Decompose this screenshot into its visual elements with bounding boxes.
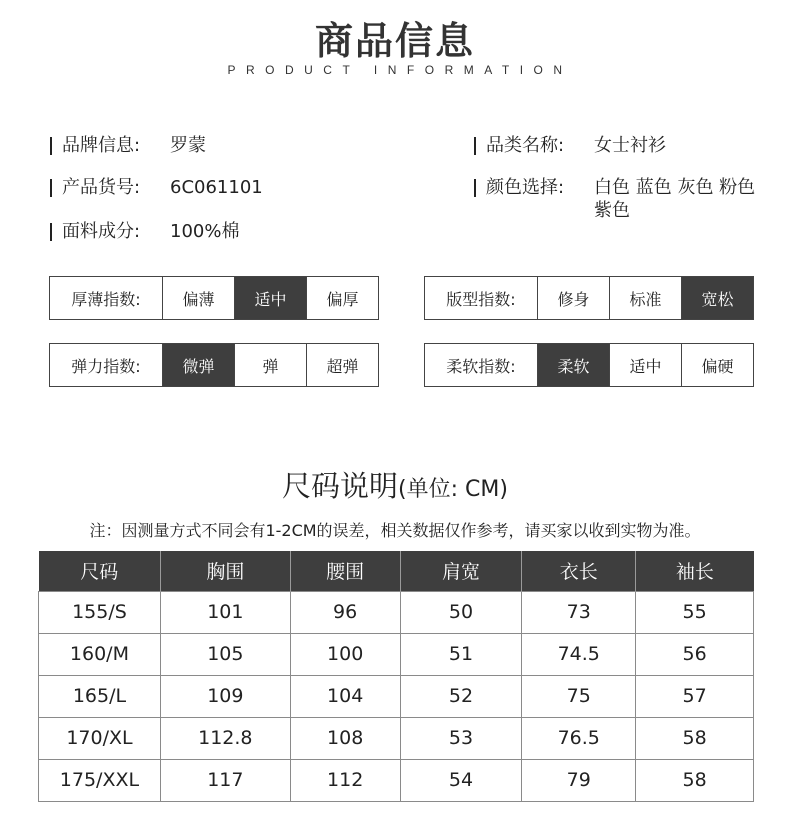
table-cell: 74.5 xyxy=(522,633,636,675)
header-cell: 肩宽 xyxy=(400,551,522,591)
size-chart-unit: (单位: CM) xyxy=(398,477,508,502)
brand-label: 品牌信息: xyxy=(62,135,141,156)
table-cell: 108 xyxy=(290,717,400,759)
elasticity-option: 弹 xyxy=(234,344,306,386)
table-cell: 75 xyxy=(522,675,636,717)
fit-index xyxy=(424,276,754,320)
table-cell: 101 xyxy=(160,591,290,633)
table-cell: 58 xyxy=(636,759,754,801)
table-cell: 55 xyxy=(636,591,754,633)
softness-index xyxy=(424,343,754,387)
table-cell: 53 xyxy=(400,717,522,759)
info-bar xyxy=(474,137,476,155)
category-value: 女士衬衫 xyxy=(594,135,666,156)
table-cell: 104 xyxy=(290,675,400,717)
table-cell: 54 xyxy=(400,759,522,801)
size-table xyxy=(38,551,754,802)
elasticity-option: 超弹 xyxy=(306,344,378,386)
fit-index-label: 版型指数: xyxy=(446,289,516,309)
thickness-option: 适中 xyxy=(234,277,306,319)
softness-option: 柔软 xyxy=(537,344,609,386)
thickness-option: 偏厚 xyxy=(306,277,378,319)
fabric-label: 面料成分: xyxy=(62,221,141,242)
softness-option: 适中 xyxy=(609,344,681,386)
brand-value: 罗蒙 xyxy=(170,135,206,156)
table-cell: 52 xyxy=(400,675,522,717)
fit-option: 宽松 xyxy=(681,277,753,319)
size-chart-heading: 尺码说明 xyxy=(282,469,399,503)
table-cell: 96 xyxy=(290,591,400,633)
header-cell: 袖长 xyxy=(636,551,754,591)
table-cell: 165/L xyxy=(39,675,161,717)
table-cell: 50 xyxy=(400,591,522,633)
info-bar xyxy=(50,137,52,155)
table-cell: 100 xyxy=(290,633,400,675)
table-cell: 51 xyxy=(400,633,522,675)
table-cell: 56 xyxy=(636,633,754,675)
color-value: 白色 蓝色 灰色 粉色 紫色 xyxy=(594,177,756,221)
thickness-option: 偏薄 xyxy=(162,277,234,319)
header-cell: 衣长 xyxy=(522,551,636,591)
table-row xyxy=(39,675,754,717)
header-cell: 胸围 xyxy=(160,551,290,591)
thickness-index xyxy=(49,276,379,320)
size-note: 注：因测量方式不同会有1-2CM的误差，相关数据仅作参考，请买家以收到实物为准。 xyxy=(89,521,701,540)
softness-option: 偏硬 xyxy=(681,344,753,386)
page-title: 商品信息 xyxy=(314,19,475,63)
table-row xyxy=(39,633,754,675)
fit-option: 标准 xyxy=(609,277,681,319)
table-row xyxy=(39,759,754,801)
category-label: 品类名称: xyxy=(486,135,565,156)
thickness-index-label: 厚薄指数: xyxy=(71,289,141,309)
size-table-header xyxy=(39,551,754,591)
info-bar xyxy=(50,179,52,197)
table-cell: 105 xyxy=(160,633,290,675)
size-chart-title xyxy=(0,464,790,505)
table-cell: 170/XL xyxy=(39,717,161,759)
table-cell: 112.8 xyxy=(160,717,290,759)
table-cell: 175/XXL xyxy=(39,759,161,801)
table-row xyxy=(39,591,754,633)
page-subtitle: PRODUCT INFORMATION xyxy=(227,63,573,77)
elasticity-index-label: 弹力指数: xyxy=(71,356,141,376)
table-cell: 112 xyxy=(290,759,400,801)
table-cell: 57 xyxy=(636,675,754,717)
sku-value: 6C061101 xyxy=(170,177,263,198)
table-cell: 58 xyxy=(636,717,754,759)
color-label: 颜色选择: xyxy=(486,177,565,198)
table-row xyxy=(39,717,754,759)
table-cell: 117 xyxy=(160,759,290,801)
table-cell: 79 xyxy=(522,759,636,801)
elasticity-option: 微弹 xyxy=(162,344,234,386)
info-bar xyxy=(474,179,476,197)
table-cell: 160/M xyxy=(39,633,161,675)
table-cell: 109 xyxy=(160,675,290,717)
softness-index-label: 柔软指数: xyxy=(446,356,516,376)
table-cell: 73 xyxy=(522,591,636,633)
header-cell: 腰围 xyxy=(290,551,400,591)
table-cell: 155/S xyxy=(39,591,161,633)
sku-label: 产品货号: xyxy=(62,177,141,198)
table-cell: 76.5 xyxy=(522,717,636,759)
elasticity-index xyxy=(49,343,379,387)
info-bar xyxy=(50,223,52,241)
fabric-value: 100%棉 xyxy=(170,221,240,242)
fit-option: 修身 xyxy=(537,277,609,319)
header-cell: 尺码 xyxy=(39,551,161,591)
